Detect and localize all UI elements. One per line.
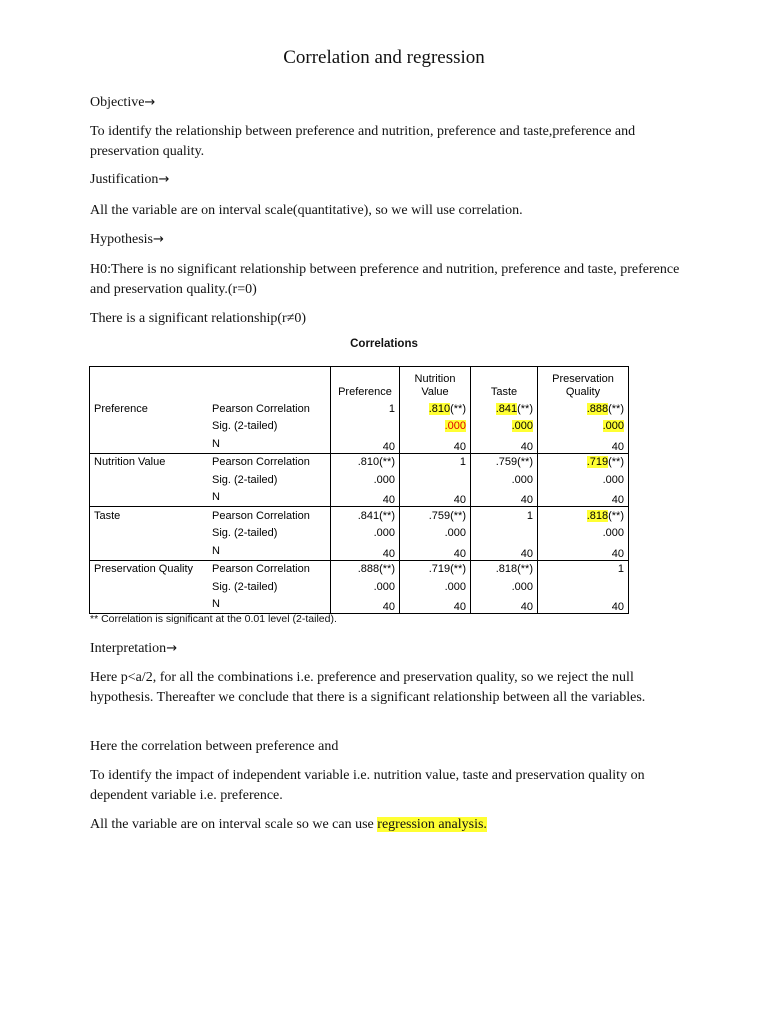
table-cell: [538, 453, 629, 471]
table-cell: .000: [331, 525, 400, 543]
row-variable-label: [90, 435, 209, 453]
table-cell: .000: [331, 471, 400, 489]
arrow-right-icon: →: [158, 172, 170, 187]
table-cell: 1: [331, 400, 400, 418]
highlighted-value: .888: [586, 402, 609, 415]
table-row: [90, 578, 629, 596]
table-cell: 40: [538, 489, 629, 507]
table-cell: .841(**): [331, 507, 400, 525]
stat-label: N: [212, 598, 220, 611]
stat-label: N: [212, 491, 220, 504]
table-cell: .719(**): [400, 560, 471, 578]
table-cell: .759(**): [471, 453, 538, 471]
corner-cell: [90, 367, 209, 401]
table-cell: [400, 471, 471, 489]
table-cell: .000: [400, 525, 471, 543]
table-cell: [471, 418, 538, 436]
significance-marker: (**): [608, 509, 624, 522]
stat-label: N: [212, 544, 220, 557]
highlighted-value: .000: [444, 420, 466, 433]
table-cell: .810(**): [331, 453, 400, 471]
stat-label: Pearson Correlation: [208, 560, 331, 578]
table-cell: [538, 400, 629, 418]
row-variable-label: [90, 489, 209, 507]
table-row: [90, 400, 629, 418]
page-title: Correlation and regression: [283, 47, 485, 68]
table-cell: [538, 578, 629, 596]
row-variable-label: Taste: [90, 507, 209, 525]
table-cell: .759(**): [400, 507, 471, 525]
table-row: [90, 418, 629, 436]
objective-heading: Objective→: [90, 95, 156, 110]
table-row: [90, 525, 629, 543]
null-hypothesis: H0:There is no significant relationship between preference and nutrition, preference and taste, preference and preservation quality.(r=0): [90, 262, 680, 297]
significance-marker: (**): [450, 402, 466, 415]
highlighted-value: .818: [586, 509, 609, 522]
row-variable-label: [90, 542, 209, 560]
table-cell: 1: [538, 560, 629, 578]
interpretation-heading: Interpretation→: [90, 641, 178, 656]
row-variable-label: Preference: [94, 402, 148, 415]
arrow-right-icon: →: [166, 641, 178, 656]
table-row: [90, 453, 629, 471]
table-row: [90, 435, 629, 453]
table-cell: [400, 400, 471, 418]
table-cell: 40: [400, 489, 471, 507]
stat-label: N: [212, 437, 220, 450]
objective-text: To identify the relationship between preference and nutrition, preference and taste,preference and preservation quality.: [90, 124, 636, 159]
table-cell: .888(**): [331, 560, 400, 578]
row-variable-label: [90, 596, 209, 614]
table-cell: 40: [538, 435, 629, 453]
table-cell: 40: [400, 542, 471, 560]
table-cell: 40: [331, 596, 400, 614]
table-cell: 40: [331, 435, 400, 453]
interpretation-partial: Here the correlation between preference and: [90, 739, 339, 754]
table-cell: .000: [538, 525, 629, 543]
stat-label: Pearson Correlation: [208, 453, 331, 471]
table-cell: 40: [331, 542, 400, 560]
table-cell: [471, 400, 538, 418]
table-cell: [471, 525, 538, 543]
table-cell: 40: [400, 596, 471, 614]
table-cell: .000: [400, 578, 471, 596]
table-row: [90, 471, 629, 489]
significance-marker: (**): [517, 402, 533, 415]
row-variable-label: Preservation Quality: [90, 560, 209, 578]
stat-label: Sig. (2-tailed): [212, 473, 278, 486]
stat-label: Sig. (2-tailed): [212, 580, 278, 593]
table-cell: .818(**): [471, 560, 538, 578]
row-variable-label: [90, 418, 209, 436]
table-cell: 40: [471, 435, 538, 453]
table-cell: 1: [400, 453, 471, 471]
row-variable-label: [90, 578, 209, 596]
hypothesis-heading: Hypothesis→: [90, 232, 164, 247]
table-cell: 40: [331, 489, 400, 507]
table-cell: 1: [471, 507, 538, 525]
highlighted-text: regression analysis.: [377, 817, 487, 832]
stat-label: Sig. (2-tailed): [212, 420, 278, 433]
significance-marker: (**): [608, 456, 624, 469]
table-cell: 40: [538, 542, 629, 560]
stat-label: Pearson Correlation: [212, 402, 310, 415]
table-cell: 40: [471, 489, 538, 507]
table-title: Correlations: [350, 338, 418, 350]
row-variable-label: [90, 471, 209, 489]
column-header: Preference: [331, 367, 400, 401]
interpretation-text: Here p<a/2, for all the combinations i.e. preference and preservation quality, so we reject the null hypothesis. Thereafter we conclude that there is a significant relationship between all the variables.: [90, 670, 646, 705]
stat-label: Pearson Correlation: [208, 507, 331, 525]
justification-text: All the variable are on interval scale(quantitative), so we will use correlation.: [90, 203, 523, 218]
highlighted-value: .719: [586, 456, 609, 469]
row-variable-label: [90, 525, 209, 543]
corner-cell: [208, 367, 331, 401]
stat-label: Sig. (2-tailed): [212, 527, 278, 540]
regression-method: All the variable are on interval scale so we can use regression analysis.: [90, 817, 487, 832]
table-cell: .000: [331, 578, 400, 596]
row-variable-label: Nutrition Value: [90, 453, 209, 471]
table-cell: 40: [471, 596, 538, 614]
table-cell: [400, 418, 471, 436]
column-header: Taste: [471, 367, 538, 401]
justification-heading: Justification→: [90, 172, 170, 187]
table-footnote: ** Correlation is significant at the 0.01 level (2-tailed).: [90, 613, 337, 625]
table-cell: [538, 507, 629, 525]
highlighted-value: .841: [495, 402, 518, 415]
table-row: [90, 560, 629, 578]
significance-marker: (**): [608, 402, 624, 415]
table-cell: .000: [471, 578, 538, 596]
table-row: [90, 596, 629, 614]
table-cell: .000: [538, 471, 629, 489]
regression-objective: To identify the impact of independent variable i.e. nutrition value, taste and preservation quality on dependent variable i.e. preference.: [90, 768, 645, 803]
highlighted-value: .000: [602, 420, 624, 433]
arrow-right-icon: →: [144, 95, 156, 110]
table-cell: [538, 418, 629, 436]
alternative-hypothesis: There is a significant relationship(r≠0): [90, 311, 307, 326]
table-row: [90, 542, 629, 560]
table-cell: 40: [400, 435, 471, 453]
highlighted-value: .810: [428, 402, 451, 415]
table-row: [90, 507, 629, 525]
arrow-right-icon: →: [153, 232, 164, 247]
table-cell: 40: [538, 596, 629, 614]
table-cell: [331, 418, 400, 436]
correlations-table: [89, 366, 629, 614]
table-row: [90, 489, 629, 507]
table-cell: .000: [471, 471, 538, 489]
table-cell: 40: [471, 542, 538, 560]
column-header: Preservation Quality: [538, 367, 629, 401]
column-header: Nutrition Value: [400, 367, 471, 401]
highlighted-value: .000: [511, 420, 533, 433]
